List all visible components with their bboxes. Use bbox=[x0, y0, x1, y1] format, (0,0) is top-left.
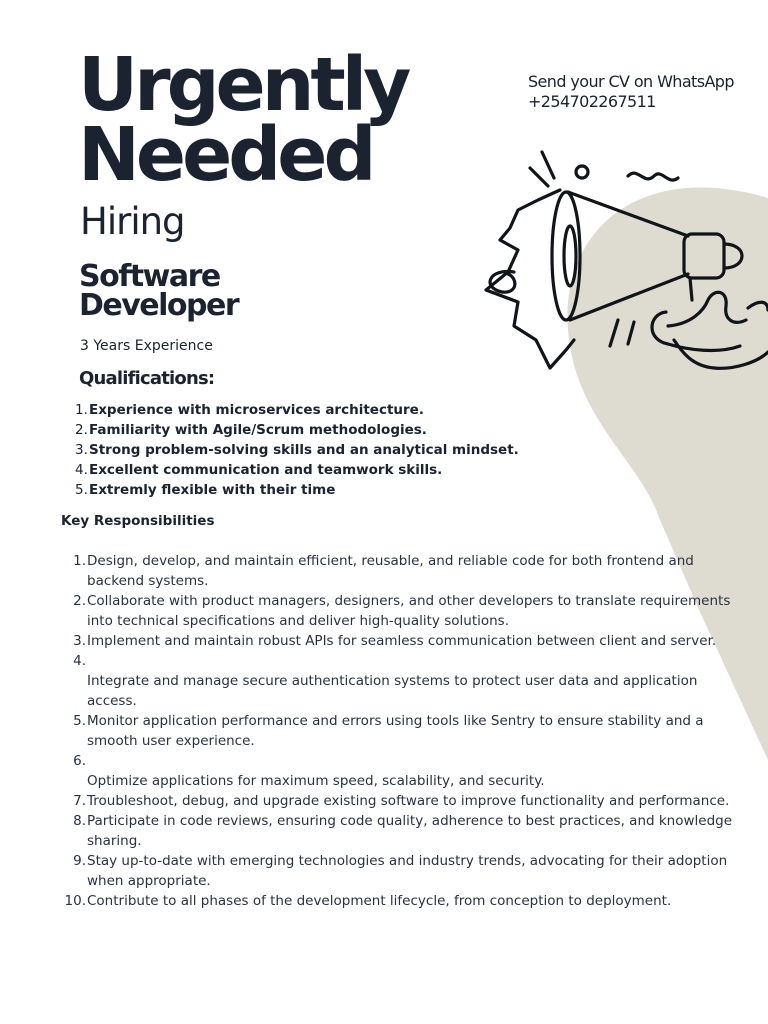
qualifications-list bbox=[70, 400, 630, 500]
responsibility-item bbox=[58, 851, 738, 891]
qualification-text: Strong problem-solving skills and an analytical mindset. bbox=[89, 442, 519, 458]
list-number: 3. bbox=[75, 442, 88, 458]
megaphone-icon bbox=[478, 140, 768, 390]
qualification-item bbox=[70, 420, 630, 440]
list-number: 7. bbox=[73, 793, 86, 809]
responsibility-text: Participate in code reviews, ensuring code quality, adherence to best practices, and knowledge sharing. bbox=[87, 813, 733, 849]
list-number: 4. bbox=[73, 653, 86, 669]
qualification-text: Familiarity with Agile/Scrum methodologies. bbox=[89, 422, 427, 438]
contact-info bbox=[528, 72, 734, 112]
responsibility-text: Implement and maintain robust APIs for seamless communication between client and server. bbox=[87, 633, 717, 649]
job-title bbox=[79, 259, 239, 323]
headline-line-2: Needed bbox=[78, 112, 373, 198]
list-number: 4. bbox=[75, 462, 88, 478]
hiring-label: Hiring bbox=[80, 200, 185, 243]
responsibility-item bbox=[58, 551, 738, 591]
list-number: 1. bbox=[75, 402, 88, 418]
responsibility-item bbox=[58, 751, 738, 791]
list-number: 2. bbox=[73, 593, 86, 609]
list-number: 6. bbox=[73, 753, 86, 769]
responsibility-item bbox=[58, 631, 738, 651]
list-number: 5. bbox=[75, 482, 88, 498]
list-number: 3. bbox=[73, 633, 86, 649]
qualification-item bbox=[70, 400, 630, 420]
responsibility-text: Stay up-to-date with emerging technologies and industry trends, advocating for their adoption when appropriate. bbox=[87, 853, 728, 889]
job-title-line-2: Developer bbox=[79, 288, 239, 323]
qualification-item bbox=[70, 480, 630, 500]
qualification-text: Excellent communication and teamwork skills. bbox=[89, 462, 443, 478]
headline-line-1: Urgently bbox=[78, 42, 408, 128]
responsibility-text: Optimize applications for maximum speed, scalability, and security. bbox=[87, 773, 545, 789]
list-number: 8. bbox=[73, 813, 86, 829]
list-number: 1. bbox=[73, 553, 86, 569]
qualification-text: Experience with microservices architecture. bbox=[89, 402, 424, 418]
responsibilities-heading: Key Responsibilities bbox=[61, 513, 215, 529]
responsibility-item bbox=[58, 811, 738, 851]
responsibility-text: Integrate and manage secure authentication systems to protect user data and application access. bbox=[87, 673, 698, 709]
qualification-item bbox=[70, 440, 630, 460]
contact-instruction: Send your CV on WhatsApp bbox=[528, 72, 734, 91]
qualification-item bbox=[70, 460, 630, 480]
list-number: 5. bbox=[73, 713, 86, 729]
experience-requirement: 3 Years Experience bbox=[80, 338, 213, 354]
contact-phone[interactable]: +254702267511 bbox=[528, 92, 656, 111]
responsibility-text: Troubleshoot, debug, and upgrade existing software to improve functionality and performance. bbox=[87, 793, 730, 809]
qualifications-heading: Qualifications: bbox=[79, 368, 215, 389]
responsibility-item bbox=[58, 651, 738, 711]
responsibility-text: Collaborate with product managers, designers, and other developers to translate requirements into technical specifications and deliver high-quality solutions. bbox=[87, 593, 731, 629]
responsibility-item bbox=[58, 711, 738, 751]
list-number: 2. bbox=[75, 422, 88, 438]
responsibility-item bbox=[58, 591, 738, 631]
responsibility-item bbox=[58, 891, 738, 911]
responsibilities-list bbox=[58, 551, 738, 911]
responsibility-text: Design, develop, and maintain efficient, reusable, and reliable code for both frontend and backend systems. bbox=[87, 553, 694, 589]
list-number: 10. bbox=[64, 893, 86, 909]
job-title-line-1: Software bbox=[79, 259, 220, 294]
responsibility-text: Monitor application performance and errors using tools like Sentry to ensure stability and a smooth user experience. bbox=[87, 713, 704, 749]
responsibility-text: Contribute to all phases of the development lifecycle, from conception to deployment. bbox=[87, 893, 672, 909]
list-number: 9. bbox=[73, 853, 86, 869]
headline bbox=[78, 42, 408, 198]
qualification-text: Extremly flexible with their time bbox=[89, 482, 336, 498]
responsibility-item bbox=[58, 791, 738, 811]
